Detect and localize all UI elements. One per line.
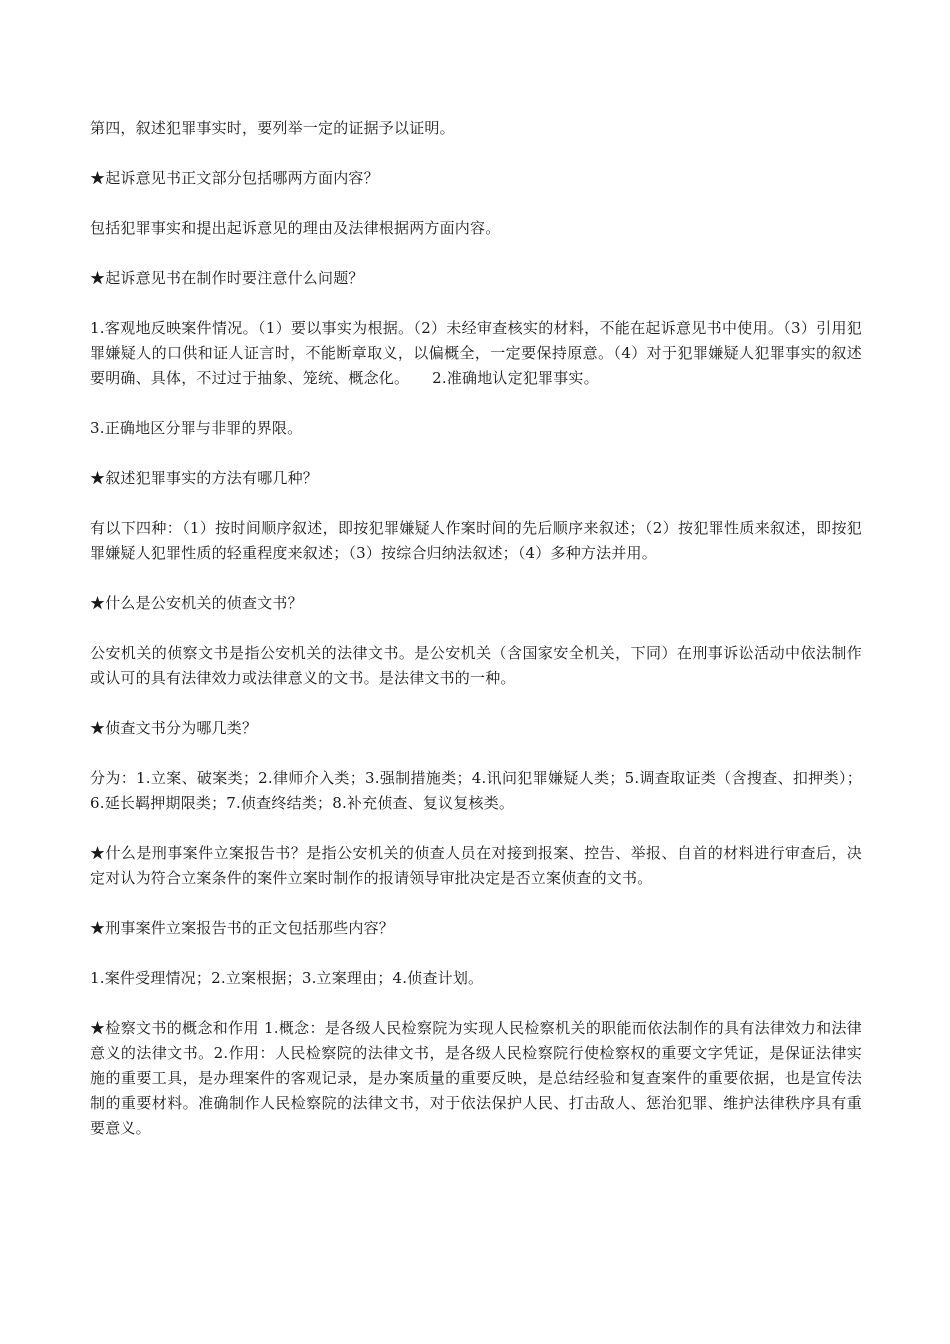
answer-narration-methods: 有以下四种：（1）按时间顺序叙述，即按犯罪嫌疑人作案时间的先后顺序来叙述；（2）按犯罪性质来叙述，即按犯罪嫌疑人犯罪性质的轻重程度来叙述；（3）按综合归纳法叙述；（4）多种方法并用。 — [90, 519, 862, 562]
answer-police-investigation-docs: 公安机关的侦察文书是指公安机关的法律文书。是公安机关（含国家安全机关，下同）在刑事诉讼活动中依法制作或认可的具有法律效力或法律意义的文书。是法律文书的一种。 — [90, 644, 862, 687]
answer-investigation-doc-types: 分为：1.立案、破案类；2.律师介入类；3.强制措施类；4.讯问犯罪嫌疑人类；5.调查取证类（含搜查、扣押类）；6.延长羁押期限类；7.侦查终结类；8.补充侦查、复议复核类。 — [90, 769, 862, 812]
question-police-investigation-docs: ★什么是公安机关的侦查文书？ — [90, 594, 303, 612]
question-filing-report-body: ★刑事案件立案报告书的正文包括那些内容？ — [90, 919, 395, 937]
answer-indictment-body-content: 包括犯罪事实和提出起诉意见的理由及法律根据两方面内容。 — [90, 219, 501, 237]
question-indictment-notes: ★起诉意见书在制作时要注意什么问题？ — [90, 269, 364, 287]
paragraph-procuratorate-documents: ★检察文书的概念和作用 1.概念：是各级人民检察院为实现人民检察机关的职能而依法制作的具有法律效力和法律意义的法律文书。2.作用：人民检察院的法律文书，是各级人民检察院行使检察权的重要文字凭证，是保证法律实施的重要工具，是办理案件的客观记录，是办案质量的重要反映，是总结经验和复查案件的重要依据，也是宣传法制的重要材料。准确制作人民检察院的法律文书，对于依法保护人民、打击敌人、惩治犯罪、维护法律秩序具有重要意义。 — [90, 1019, 862, 1137]
answer-filing-report-body: 1.案件受理情况；2.立案根据；3.立案理由；4.侦查计划。 — [90, 969, 484, 987]
question-narration-methods: ★叙述犯罪事实的方法有哪几种？ — [90, 469, 319, 487]
paragraph-point-four: 第四，叙述犯罪事实时，要列举一定的证据予以证明。 — [90, 119, 455, 137]
answer-indictment-notes: 1.客观地反映案件情况。（1）要以事实为根据。（2）未经审查核实的材料，不能在起诉意见书中使用。（3）引用犯罪嫌疑人的口供和证人证言时，不能断章取义，以偏概全，一定要保持原意。（4）对于犯罪嫌疑人犯罪事实的叙述要明确、具体，不过过于抽象、笼统、概念化。 2.准确地认定犯罪事实。 — [90, 319, 862, 387]
paragraph-point-three: 3.正确地区分罪与非罪的界限。 — [90, 419, 303, 437]
paragraph-case-filing-report: ★什么是刑事案件立案报告书？是指公安机关的侦查人员在对接到报案、控告、举报、自首的材料进行审查后，决定对认为符合立案条件的案件立案时制作的报请领导审批决定是否立案侦查的文书。 — [90, 844, 862, 887]
question-investigation-doc-types: ★侦查文书分为哪几类？ — [90, 719, 258, 737]
question-indictment-body-content: ★起诉意见书正文部分包括哪两方面内容？ — [90, 169, 379, 187]
